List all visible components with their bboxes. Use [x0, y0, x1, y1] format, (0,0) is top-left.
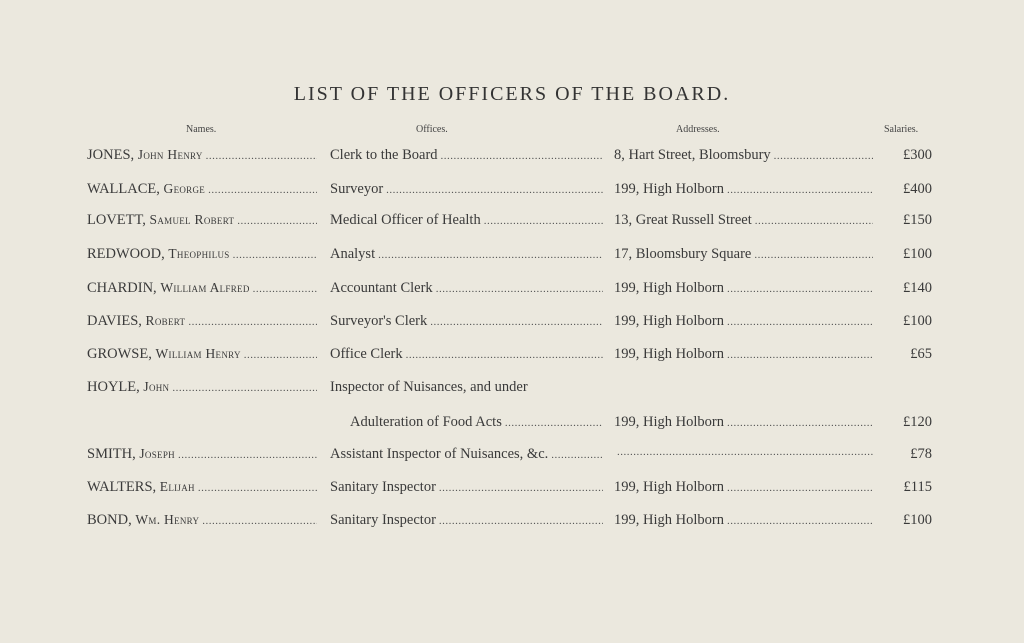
officer-salary: £115: [903, 479, 932, 495]
leader-dots: [727, 316, 873, 328]
leader-dots: [172, 382, 317, 394]
officer-office: Medical Officer of Health .....: [330, 212, 606, 232]
officer-office: Sanitary Inspector .....: [330, 479, 606, 499]
officer-office: Analyst .....: [330, 246, 606, 266]
leader-dots: [755, 215, 873, 227]
officer-salary: £100: [903, 246, 932, 262]
officer-given-name: Wm. Henry: [135, 512, 200, 527]
table-row: [0, 414, 1024, 434]
table-row: [0, 313, 1024, 333]
officer-name: [87, 414, 320, 434]
officer-office: Sanitary Inspector .....: [330, 512, 606, 532]
officer-given-name: Elijah: [159, 479, 195, 494]
officer-office: Inspector of Nuisances, and under: [330, 379, 528, 395]
officer-address: 199, High Holborn .....: [614, 181, 876, 201]
officer-salary: £65: [910, 346, 932, 362]
officer-name: [87, 280, 320, 300]
officer-salary: £120: [903, 414, 932, 430]
leader-dots: [617, 446, 873, 458]
officer-given-name: John: [143, 379, 170, 394]
header-salaries: Salaries.: [884, 124, 919, 135]
leader-dots: [727, 184, 873, 196]
table-row: [0, 479, 1024, 499]
officer-salary: £150: [903, 212, 932, 228]
officer-given-name: William Alfred: [160, 280, 250, 295]
leader-dots: [505, 417, 603, 429]
table-row: [0, 147, 1024, 167]
officer-address: 17, Bloomsbury Square .....: [614, 246, 876, 266]
leader-dots: [774, 150, 873, 162]
officer-address: 199, High Holborn .....: [614, 313, 876, 333]
officer-given-name: Joseph: [139, 446, 175, 461]
officer-salary: £100: [903, 512, 932, 528]
leader-dots: [727, 349, 873, 361]
leader-dots: [188, 316, 317, 328]
leader-dots: [208, 184, 317, 196]
leader-dots: [244, 349, 317, 361]
leader-dots: [178, 449, 317, 461]
leader-dots: [406, 349, 603, 361]
officer-given-name: John Henry: [137, 147, 203, 162]
leader-dots: [378, 249, 603, 261]
officer-given-name: Samuel Robert: [149, 212, 235, 227]
officer-salary: £300: [903, 147, 932, 163]
officer-address: 199, High Holborn .....: [614, 414, 876, 434]
leader-dots: [727, 515, 873, 527]
officer-name: [87, 313, 320, 333]
table-row: [0, 512, 1024, 532]
table-row: [0, 212, 1024, 232]
officer-given-name: Theophilus: [168, 246, 230, 261]
officer-surname: CHARDIN,: [87, 280, 157, 296]
officer-salary: [876, 379, 932, 399]
leader-dots: [439, 515, 603, 527]
table-row: [0, 246, 1024, 266]
leader-dots: [727, 417, 873, 429]
leader-dots: [484, 215, 603, 227]
header-names: Names.: [186, 124, 217, 135]
leader-dots: [253, 283, 317, 295]
table-row: [0, 379, 1024, 399]
leader-dots: [727, 482, 873, 494]
officer-address: 199, High Holborn .....: [614, 280, 876, 300]
table-row: [0, 181, 1024, 201]
officer-office: Office Clerk .....: [330, 346, 606, 366]
officer-salary: £78: [910, 446, 932, 462]
officer-name: [87, 479, 320, 499]
table-row: [0, 280, 1024, 300]
officer-name: [87, 446, 320, 466]
officer-name: [87, 512, 320, 532]
officer-name: [87, 181, 320, 201]
leader-dots: [436, 283, 603, 295]
officer-office: Clerk to the Board .....: [330, 147, 606, 167]
officer-address: 199, High Holborn .....: [614, 346, 876, 366]
officer-name: [87, 212, 320, 232]
officer-salary: £100: [903, 313, 932, 329]
officer-surname: LOVETT,: [87, 212, 146, 228]
officer-surname: REDWOOD,: [87, 246, 165, 262]
officer-surname: JONES,: [87, 147, 135, 163]
leader-dots: [439, 482, 603, 494]
officer-name: [87, 147, 320, 167]
officer-address: 199, High Holborn .....: [614, 512, 876, 532]
officer-address: [614, 446, 876, 466]
officer-office: Adulteration of Food Acts .....: [350, 414, 606, 434]
officer-surname: SMITH,: [87, 446, 136, 462]
officer-office: Accountant Clerk .....: [330, 280, 606, 300]
leader-dots: [237, 215, 317, 227]
leader-dots: [202, 515, 317, 527]
officer-address: 199, High Holborn .....: [614, 479, 876, 499]
table-row: [0, 446, 1024, 466]
officer-given-name: George: [163, 181, 206, 196]
officer-surname: WALTERS,: [87, 479, 157, 495]
officer-name: [87, 346, 320, 366]
leader-dots: [441, 150, 603, 162]
officer-address: 8, Hart Street, Bloomsbury .....: [614, 147, 876, 167]
officer-surname: DAVIES,: [87, 313, 142, 329]
officer-name: [87, 246, 320, 266]
header-offices: Offices.: [416, 124, 448, 135]
officer-surname: WALLACE,: [87, 181, 160, 197]
officer-given-name: Robert: [145, 313, 186, 328]
officer-salary: £400: [903, 181, 932, 197]
officer-office: Surveyor .....: [330, 181, 606, 201]
leader-dots: [198, 482, 317, 494]
officer-surname: GROWSE,: [87, 346, 152, 362]
officer-office: Assistant Inspector of Nuisances, &c. .....: [330, 446, 606, 466]
officer-address: 13, Great Russell Street .....: [614, 212, 876, 232]
table-row: [0, 346, 1024, 366]
leader-dots: [430, 316, 603, 328]
leader-dots: [727, 283, 873, 295]
leader-dots: [206, 150, 317, 162]
header-addresses: Addresses.: [676, 124, 720, 135]
leader-dots: [386, 184, 603, 196]
page-title: LIST OF THE OFFICERS OF THE BOARD.: [293, 83, 731, 105]
officer-name: [87, 379, 320, 399]
officer-salary: £140: [903, 280, 932, 296]
officer-surname: BOND,: [87, 512, 132, 528]
leader-dots: [551, 449, 603, 461]
leader-dots: [754, 249, 873, 261]
officer-office: Surveyor's Clerk .....: [330, 313, 606, 333]
officer-given-name: William Henry: [155, 346, 241, 361]
leader-dots: [233, 249, 317, 261]
officer-surname: HOYLE,: [87, 379, 140, 395]
